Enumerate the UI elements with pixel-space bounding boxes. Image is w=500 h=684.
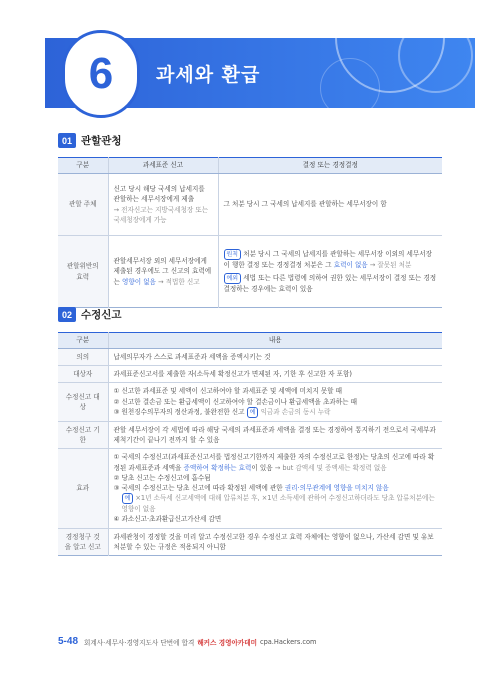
footer-url: cpa.Hackers.com	[259, 637, 317, 646]
section-header-jurisdiction	[58, 133, 122, 148]
page-number: 5-48	[58, 636, 79, 647]
row-label: 수정신고 대상	[58, 383, 108, 421]
section-title: 수정신고	[81, 309, 122, 321]
table-cell: 관할세무서장 외의 세무서장에게 제출된 경우에도 그 신고의 효력에는 영향이 없음 → 적법한 신고	[108, 236, 218, 308]
section-number: 01	[58, 133, 76, 148]
section-header-amended-return	[58, 307, 122, 322]
table-cell: 납세의무자가 스스로 과세표준과 세액을 증액시키는 것	[108, 349, 442, 366]
table-header: 과세표준 신고	[108, 158, 218, 174]
row-label: 의의	[58, 349, 108, 366]
row-label: 수정신고 기한	[58, 421, 108, 448]
table-header: 내용	[108, 333, 442, 349]
amended-return-table	[58, 332, 442, 556]
table-cell: 과세표준신고서를 제출한 자(소득세 확정신고가 면제된 자, 기한 후 신고한 자 포함)	[108, 366, 442, 383]
table-cell: ① 국세의 수정신고(과세표준신고서를 법정신고기한까지 제출한 자의 수정신고로 한정)는 당초의 신고에 따라 확정된 과세표준과 세액을 증액하여 확정하는 효력이 있음 → but 감액세 및 증액세는 확정력 없음 ② 당초 신고는 수정신고에 흡수됨 ③ 국세의 수정신고는 당초 신고에 따라 확정된 세액에 관한 권리·의무관계에 영향을 미치지 않음 예 ×1년 소득세 신고세액에 대해 압류처분 후, ×1년 소득세에 관하여 수정신고하더라도 당초 압류처분에는 영향이 없음 ④ 과소신고·초과환급신고가산세 감면	[108, 449, 442, 528]
table-header: 구분	[58, 158, 108, 174]
principle-item: 원칙 처분 당시 그 국세의 납세지를 관할하는 세무서장 이외의 세무서장이 행한 결정 또는 경정결정 처분은 그 효력이 없음 → 잘못된 처분	[223, 249, 432, 269]
example-tag: 예	[247, 407, 259, 418]
chapter-title: 과세와 환급	[156, 64, 261, 86]
table-cell: 신고 당시 해당 국세의 납세지를 관할하는 세무서장에게 제출 → 전자신고는 지방국세청장 또는 국세청장에게 가능	[108, 174, 218, 236]
row-label: 경정청구 것을 알고 신고	[58, 528, 108, 555]
table-cell: ① 신고한 과세표준 및 세액이 신고하여야 할 과세표준 및 세액에 미치지 못할 때 ② 신고한 결손금 또는 환급세액이 신고하여야 할 결손금이나 환급세액을 초과하는 때 ③ 원천징수의무자의 정산과정, 불완전한 신고 예 익금과 손금의 동시 누락	[108, 383, 442, 421]
section-number: 02	[58, 307, 76, 322]
exception-item: 예외 세법 또는 다른 법령에 의하여 권한 있는 세무서장이 결정 또는 경정결정하는 경우에는 효력이 있음	[223, 274, 437, 293]
row-label: 대상자	[58, 366, 108, 383]
row-label: 관할 주체	[58, 174, 108, 236]
section-title: 관할관청	[81, 135, 122, 147]
exception-tag: 예외	[224, 273, 242, 284]
table-cell	[218, 236, 442, 308]
row-label: 효과	[58, 449, 108, 528]
jurisdiction-table	[58, 157, 442, 308]
footer-text: 회계사·세무사·경영지도사 단번에 합격	[84, 638, 195, 647]
footer-brand: 해커스 경영아카데미	[197, 638, 257, 647]
row-label: 관할위반의 효력	[58, 236, 108, 308]
principle-tag: 원칙	[224, 249, 242, 260]
example-tag: 예	[122, 493, 134, 504]
table-cell: 과세관청이 경정할 것을 미리 알고 수정신고한 경우 수정신고 효력 자체에는 영향이 없으나, 가산세 감면 및 유보처분할 수 있는 규정은 적용되지 아니함	[108, 528, 442, 555]
table-cell: 그 처분 당시 그 국세의 납세지를 관할하는 세무서장이 함	[218, 174, 442, 236]
page-footer	[58, 636, 316, 647]
chapter-number-badge: 6	[62, 30, 140, 118]
table-header: 구분	[58, 333, 108, 349]
table-header: 결정 또는 경정결정	[218, 158, 442, 174]
table-cell: 관할 세무서장이 각 세법에 따라 해당 국세의 과세표준과 세액을 결정 또는 경정하여 통지하기 전으로서 국세부과제척기간이 끝나기 전까지 할 수 있음	[108, 421, 442, 448]
